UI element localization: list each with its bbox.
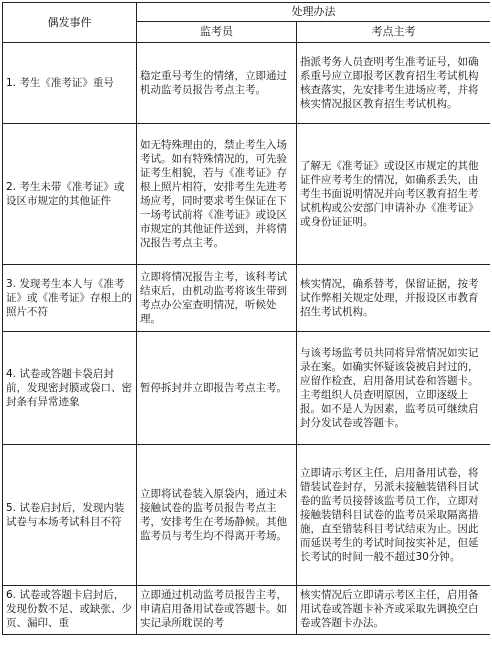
invigilator-cell: 立即通过机动监考员报告主考，申请启用备用试卷或答题卡。如实记录所耽误的考	[137, 586, 297, 635]
table-row	[3, 332, 491, 445]
header-chief: 考点主考	[297, 22, 491, 43]
event-cell: 3. 发现考生本人与《准考证》或《准考证》存根上的照片不符	[3, 265, 137, 332]
header-invigilator: 监考员	[137, 22, 297, 43]
event-cell: 2. 考生未带《准考证》或设区市规定的其他证件	[3, 124, 137, 265]
emergency-handling-sheet	[2, 2, 490, 646]
event-cell: 6. 试卷或答题卡启封后，发现份数不足、或缺张、少页、漏印、重	[3, 586, 137, 635]
invigilator-cell: 立即将试卷装入原袋内，通过未接触试卷的监考员报告考点主考，安排考生在考场静候。其他监考员与考生均不得离开考场。	[137, 445, 297, 586]
invigilator-cell: 如无特殊理由的，禁止考生入场考试。如有特殊情况的，可先验证考生相貌，若与《准考证》存根上照片相符，安排考生先进考场应考，同时要求考生保证在下一场考试前将《准考证》或设区市规定的其他证件送到，并将情况报告考点主考。	[137, 124, 297, 265]
chief-cell: 了解无《准考证》或设区市规定的其他证件应考考生的情况，如确系丢失，由考生书面说明情况并向考区教育招生考试机构或公安部门申请补办《准考证》或身份证证明。	[297, 124, 491, 265]
chief-cell: 立即请示考区主任，启用备用试卷，将错装试卷封存，另派未接触装错科目试卷的监考员接替该监考员工作，立即对接触装错科目试卷的监考员采取隔离措施，直至错装科目考试结束为止。因此而延误考生的考试时间按实补足，但延长考试的时间一般不超过30分钟。	[297, 445, 491, 586]
event-cell: 4. 试卷或答题卡袋启封前，发现密封膜或袋口、密封条有异常迹象	[3, 332, 137, 445]
event-cell: 1. 考生《准考证》重号	[3, 43, 137, 124]
chief-cell: 核实情况，确系替考，保留证据，按考试作弊相关规定处理，并报设区市教育招生考试机构。	[297, 265, 491, 332]
event-cell: 5. 试卷启封后，发现内装试卷与本场考试科目不符	[3, 445, 137, 586]
table-row	[3, 265, 491, 332]
invigilator-cell: 立即将情况报告主考，该科考试结束后，由机动监考将该生带到考点办公室查明情况，听候处理。	[137, 265, 297, 332]
header-row-1	[3, 3, 491, 22]
header-event: 偶发事件	[3, 3, 137, 43]
chief-cell: 指派考务人员查明考生准考证号，如确系重号应立即报考区教育招生考试机构核查落实，先安排考生进场应考，并将核实情况报区教育招生考试机构。	[297, 43, 491, 124]
chief-cell: 核实情况后立即请示考区主任，启用备用试卷或答题卡补齐或采取先调换空白卷或答题卡办法。	[297, 586, 491, 635]
table-row	[3, 445, 491, 586]
table-row	[3, 586, 491, 635]
chief-cell: 与该考场监考员共同将异常情况如实记录在案。如确实怀疑该袋被启封过的，应留作检查，启用备用试卷和答题卡。主考组织人员查明原因，立即逐级上报。如不是人为因素，监考员可继续启封分发试卷或答题卡。	[297, 332, 491, 445]
invigilator-cell: 暂停拆封并立即报告考点主考。	[137, 332, 297, 445]
header-handling: 处理办法	[137, 3, 491, 22]
emergency-handling-table	[2, 2, 490, 635]
table-row	[3, 124, 491, 265]
table-row	[3, 43, 491, 124]
invigilator-cell: 稳定重号考生的情绪，立即通过机动监考员报告考点主考。	[137, 43, 297, 124]
